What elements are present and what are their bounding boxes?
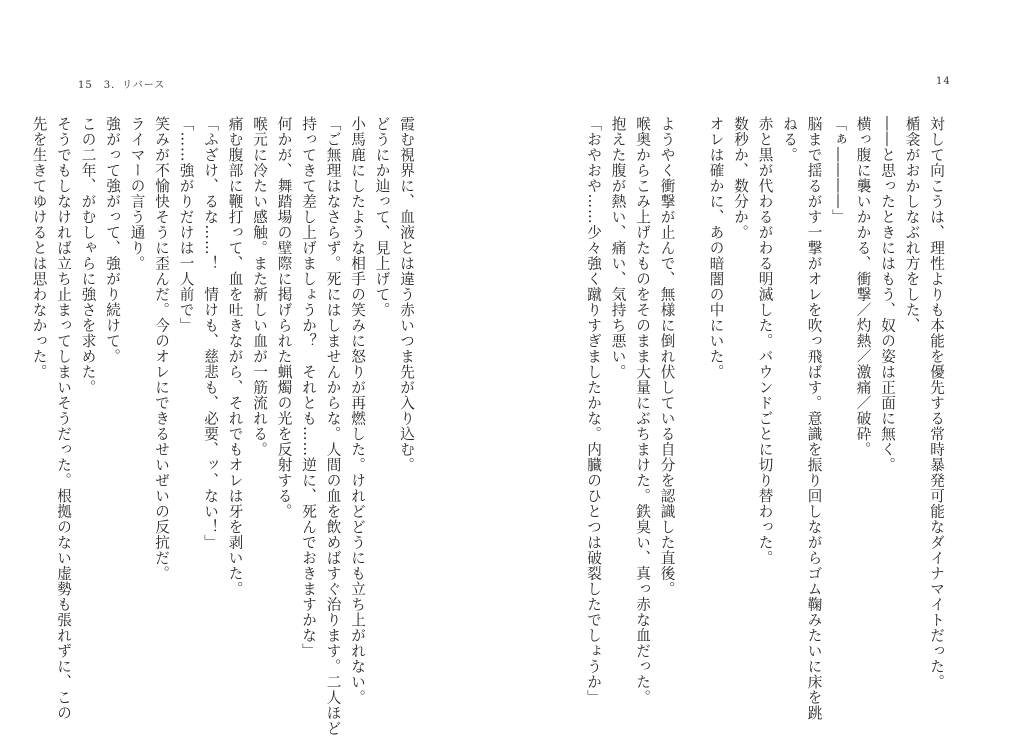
text-line: この二年、がむしゃらに強さを求めた。 <box>79 116 97 395</box>
text-line: 「おやおや……少々強く蹴りすぎましたかな。内臓のひとつは破裂したでしょうか」 <box>585 116 602 705</box>
page-number-right: 14 <box>936 76 951 87</box>
text-line: ようやく衝撃が止んで、無様に倒れ伏している自分を認識した直後。 <box>658 116 676 597</box>
text-line: 「……強がりだけは一人前で」 <box>177 116 195 333</box>
text-line: 対して向こうは、理性よりも本能を優先する常時暴発可能なダイナマイトだった。 <box>928 116 945 690</box>
text-line: 赤と黒が代わるがわる明滅した。バウンドごとに切り替わった。 <box>756 116 774 566</box>
text-line: ねる。 <box>781 116 798 163</box>
text-line: そうでもしなければ立ち止まってしまいそうだった。根拠のない虚勢も張れずに、この <box>55 116 72 721</box>
text-line: 抱えた腹が熱い、痛い、気持ち悪い。 <box>609 116 627 380</box>
text-line: 脳まで揺るがす一撃がオレを吹っ飛ばす。意識を振り回しながらゴム鞠みたいに床を跳 <box>805 116 823 721</box>
text-line: ――と思ったときにはもう、奴の姿は正面に無く。 <box>879 116 896 473</box>
text-line: 「ぁ――――」 <box>830 116 847 225</box>
text-line: 持ってきて差し上げましょうか？ それとも……逆に、死んでおきますかな」 <box>300 116 317 659</box>
text-line: 数秒か、数分か。 <box>732 116 749 240</box>
text-line: 強がって強がって、強がり続けて。 <box>104 116 121 364</box>
text-line: 何かが、舞踏場の壁際に掲げられた蝋燭の光を反射する。 <box>275 116 293 519</box>
left-page-text <box>26 116 418 736</box>
text-line: 横っ腹に襲いかかる、衝撃／灼熱／激痛／破砕。 <box>854 116 872 457</box>
text-line: 小馬鹿にしたような相手の笑みに怒りが再燃した。けれどどうにも立ち上がれない。 <box>349 116 366 705</box>
text-line: 「ふざけ、るな……！ 情けも、慈悲も、必要、ッ、ない！」 <box>202 116 219 550</box>
text-line: 笑みが不愉快そうに歪んだ。今のオレにできるせいぜいの反抗だ。 <box>153 116 170 581</box>
text-line: 先を生きてゆけるとは思わなかった。 <box>30 116 48 380</box>
text-line: どうにか辿って、見上げて。 <box>373 116 391 318</box>
text-line: 痛む腹部に鞭打って、血を吐きながら、それでもオレは牙を剥いた。 <box>226 116 244 597</box>
text-line: 霞む視界に、血液とは違う赤いつま先が入り込む。 <box>398 116 415 473</box>
text-line: ライマーの言う通り。 <box>128 116 146 271</box>
right-page-text <box>581 116 949 721</box>
text-line: 喉奥からこみ上げたものをそのまま大量にぶちまけた。鉄臭い、真っ赤な血だった。 <box>634 116 651 705</box>
text-line: 「ご無理はなさらず。死にはしませんからな。人間の血を飲めばすぐ治ります。二人ほど <box>324 116 342 736</box>
text-line: 楯衾がおかしなぶれ方をした、 <box>903 116 921 333</box>
page-header-left: 15 3．リバース <box>78 80 166 91</box>
text-line: オレは確かに、あの暗闇の中にいた。 <box>707 116 725 380</box>
text-line: 喉元に冷たい感触。また新しい血が一筋流れる。 <box>251 116 268 457</box>
blank-line <box>679 116 704 636</box>
